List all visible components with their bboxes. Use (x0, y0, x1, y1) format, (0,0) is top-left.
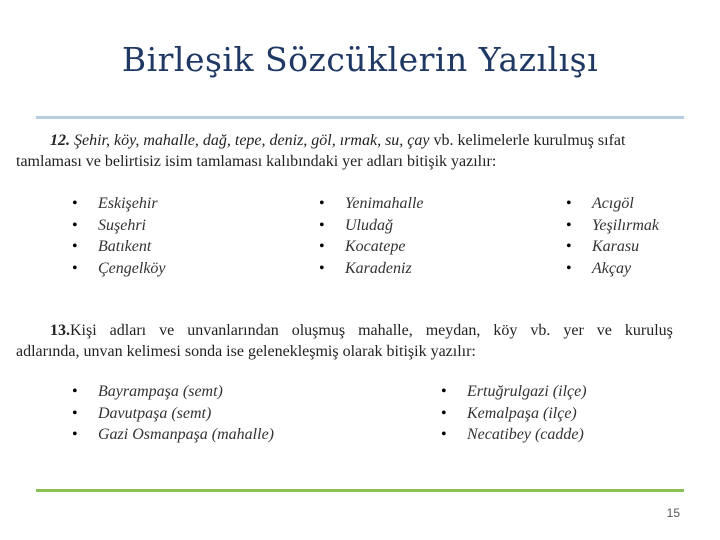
rule-12-italic-terms: Şehir, köy, mahalle, dağ, tepe, deniz, göl, ırmak, su, çay (74, 132, 430, 149)
list-item: • Karasu (566, 236, 659, 258)
list-item: • Davutpaşa (semt) (72, 403, 274, 425)
rule-13-line-1 (16, 320, 706, 341)
list-item: • Eskişehir (72, 193, 166, 215)
rule-13-examples-col-2 (441, 381, 587, 446)
list-item: • Batıkent (72, 236, 166, 258)
list-item: • Kemalpaşa (ilçe) (441, 403, 587, 425)
list-item: • Gazi Osmanpaşa (mahalle) (72, 424, 274, 446)
list-item: • Yeşilırmak (566, 215, 659, 237)
title-divider (36, 116, 684, 119)
slide-title: Birleşik Sözcüklerin Yazılışı (121, 40, 599, 79)
rule-12-text (16, 130, 706, 172)
rule-13-line-2: adlarında, unvan kelimesi sonda ise gelenekleşmiş olarak bitişik yazılır: (16, 343, 476, 360)
rule-12-line-1 (16, 130, 706, 151)
list-item: • Necatibey (cadde) (441, 424, 587, 446)
rule-13-examples-col-1 (72, 381, 274, 446)
rule-12-examples-col-2 (319, 193, 424, 279)
list-item: • Bayrampaşa (semt) (72, 381, 274, 403)
list-item: • Kocatepe (319, 236, 424, 258)
footer-divider (36, 489, 684, 492)
rule-12-examples-col-3 (566, 193, 659, 279)
rule-12-line-2: tamlaması ve belirtisiz isim tamlaması kalıbındaki yer adları bitişik yazılır: (16, 153, 497, 170)
list-item: • Karadeniz (319, 258, 424, 280)
rule-12-number: 12. (50, 132, 70, 149)
list-item: • Acıgöl (566, 193, 659, 215)
list-item: • Ertuğrulgazi (ilçe) (441, 381, 587, 403)
rule-13-line-1-text: Kişi adları ve unvanlarından oluşmuş mahalle, meydan, köy vb. yer ve kuruluş (70, 322, 673, 339)
rule-13-text (16, 320, 706, 362)
list-item: • Akçay (566, 258, 659, 280)
page-number: 15 (666, 506, 680, 520)
rule-12-examples-col-1 (72, 193, 166, 279)
list-item: • Suşehri (72, 215, 166, 237)
list-item: • Uludağ (319, 215, 424, 237)
list-item: • Yenimahalle (319, 193, 424, 215)
list-item: • Çengelköy (72, 258, 166, 280)
rule-12-line-1-rest: vb. kelimelerle kurulmuş sıfat (433, 132, 626, 149)
rule-13-number: 13. (50, 322, 70, 339)
